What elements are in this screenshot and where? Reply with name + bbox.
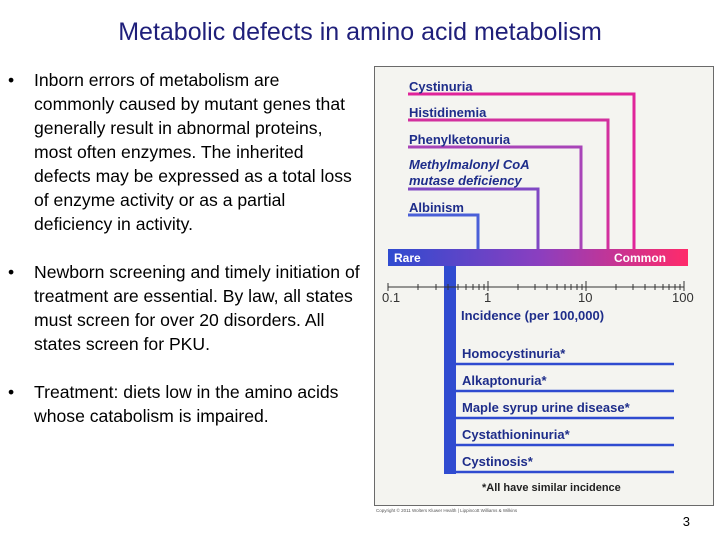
bullet-text: Inborn errors of metabolism are commonly caused by mutant genes that generally result in abnormal proteins, most often enzymes. The inherited defects may be expressed as a total loss of enzyme activity or as a partial deficiency in activity. [34,70,352,234]
axis-tick-label: 1 [484,290,492,305]
disorder-label: Alkaptonuria* [462,373,547,388]
disorder-label: Cystinosis* [462,454,533,469]
disorder-label: Albinism [409,200,464,215]
slide-title: Metabolic defects in amino acid metabolism [118,18,602,46]
figure-copyright: Copyright © 2011 Wolters Kluwer Health | Lippincott Williams & Wilkins [376,508,518,513]
bullet-glyph: • [8,262,15,282]
axis-tick-label: 10 [578,290,593,305]
disorder-label: Homocystinuria* [462,346,566,361]
similar-incidence-footnote: *All have similar incidence [482,482,621,494]
disorder-label: Cystinuria [409,79,473,94]
incidence-diagram [374,66,714,506]
disorder-label: mutase deficiency [409,173,522,188]
disorder-label: Cystathioninuria* [462,427,570,442]
disorder-label: Maple syrup urine disease* [462,400,630,415]
page-number: 3 [682,514,690,529]
similar-incidence-bar [444,266,456,474]
bullet-item [8,260,360,356]
bullet-item [8,68,360,236]
rare-label: Rare [394,251,421,265]
bullet-glyph: • [8,382,15,402]
disorder-label: Phenylketonuria [409,132,511,147]
disorder-label: Methylmalonyl CoA [409,157,530,172]
axis-label: Incidence (per 100,000) [461,308,605,323]
axis-tick-label: 100 [672,290,694,305]
incidence-figure [374,66,714,506]
bullet-text: Newborn screening and timely initiation of treatment are essential. By law, all states must screen for over 20 disorders. All states screen for PKU. [34,262,360,354]
axis-tick-label: 0.1 [382,290,401,305]
bullet-text: Treatment: diets low in the amino acids whose catabolism is impaired. [34,382,339,426]
bullet-list [8,68,360,452]
bullet-glyph: • [8,70,15,90]
common-label: Common [614,251,666,265]
disorder-label: Histidinemia [409,105,487,120]
bullet-item [8,380,360,428]
